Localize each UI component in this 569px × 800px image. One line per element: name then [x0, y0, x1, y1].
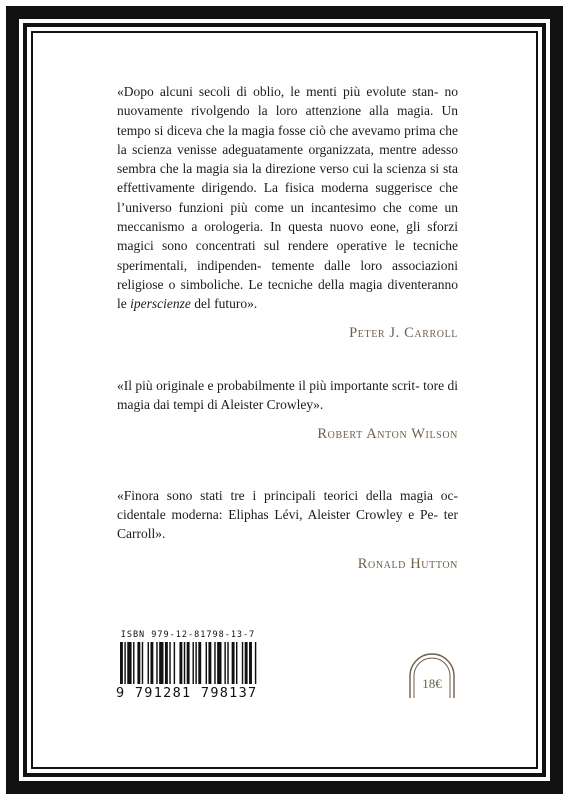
barcode-bar — [214, 642, 215, 684]
quote-line: futuro». — [214, 296, 258, 312]
quote-line: cui la scienza si sta effettivamente dirigendo. La fisica — [117, 161, 458, 196]
quote-line: Un tempo si diceva che la magia fosse ciò che avevamo — [117, 103, 459, 138]
barcode-bar — [156, 642, 157, 684]
ean-number — [116, 685, 260, 701]
quote-line: cidentale moderna: Eliphas Lévi, Aleister Crowley e Pe- — [117, 507, 439, 523]
quote-line: moderna suggerisce che l’universo funzioni più come un — [117, 180, 458, 215]
quote-line: tore di magia dai tempi di Aleister Crowley». — [117, 377, 459, 413]
author-peter-carroll: Peter J. Carroll — [349, 324, 458, 341]
barcode-bar — [137, 642, 140, 684]
barcode-bar — [150, 642, 153, 684]
barcode-bar — [217, 642, 221, 684]
quote-line: mentre adesso sembra che la magia sia la direzione verso — [117, 141, 458, 177]
barcode-bar — [165, 642, 168, 684]
barcode-bar — [195, 642, 196, 684]
quote-line: «Finora sono stati tre i principali teorici della magia oc- — [117, 487, 458, 503]
quote-line: incantesimo che come un meccanismo a orologeria. In — [117, 199, 459, 235]
barcode-bar — [133, 642, 134, 684]
isbn-barcode — [116, 630, 260, 701]
barcode-bar — [174, 642, 175, 684]
quote-carroll — [117, 82, 458, 314]
ean-first-digit: 9 — [116, 685, 126, 701]
quote-line: ter Carroll». — [117, 507, 459, 542]
barcode-bar — [208, 642, 211, 684]
barcode-bar — [142, 642, 143, 684]
quote-line: «Il più originale e probabilmente il più importante scrit- — [117, 377, 420, 393]
barcode-bar — [198, 642, 201, 684]
barcode-bar — [227, 642, 228, 684]
ean-left-group: 791281 — [134, 685, 192, 701]
quote-line: rendere operative le tecniche sperimentali, indipenden- — [117, 238, 458, 273]
barcode-bar — [245, 642, 248, 684]
quote-wilson — [117, 376, 458, 415]
barcode-bar — [187, 642, 190, 684]
quote-line: questa nuovo eone, gli sforzi magici sono concentrati sul — [117, 219, 458, 254]
barcode-bar — [169, 642, 170, 684]
barcode-bar — [249, 642, 252, 684]
ean-right-group: 798137 — [200, 685, 258, 701]
barcode-bars — [116, 642, 260, 684]
barcode-bar — [148, 642, 149, 684]
quote-line: no nuovamente rivolgendo la loro attenzione alla magia. — [117, 84, 458, 119]
quote-hutton — [117, 486, 458, 544]
author-ronald-hutton: Ronald Hutton — [357, 555, 458, 572]
barcode-bar — [193, 642, 194, 684]
barcode-bar — [242, 642, 243, 684]
barcode-bar — [184, 642, 185, 684]
barcode-bar — [232, 642, 235, 684]
author-robert-anton-wilson: Robert Anton Wilson — [317, 426, 458, 443]
quote-line: del — [190, 296, 211, 312]
quote-line: prima che la scienza venisse adeguatamente organizzata, — [117, 122, 458, 157]
barcode-bar — [124, 642, 125, 684]
barcode-bar — [159, 642, 163, 684]
barcode-bar — [224, 642, 225, 684]
barcode-bar — [127, 642, 131, 684]
barcode-bar — [255, 642, 256, 684]
quote-line: «Dopo alcuni secoli di oblio, le menti più evolute stan- — [117, 84, 439, 99]
isbn-label: ISBN 979-12-81798-13-7 — [120, 630, 256, 640]
price-badge — [404, 652, 460, 700]
barcode-bar — [236, 642, 237, 684]
italic-term: iperscienze — [130, 296, 191, 312]
quote-line: Le tecniche della magia diventeranno le — [117, 276, 459, 312]
quote-line: temente dalle loro associazioni religiose o simboliche. — [117, 257, 459, 292]
price-label: 18€ — [422, 676, 442, 691]
barcode-bar — [120, 642, 123, 684]
blurb-column — [117, 82, 458, 574]
barcode-bar — [206, 642, 207, 684]
barcode-bar — [179, 642, 182, 684]
